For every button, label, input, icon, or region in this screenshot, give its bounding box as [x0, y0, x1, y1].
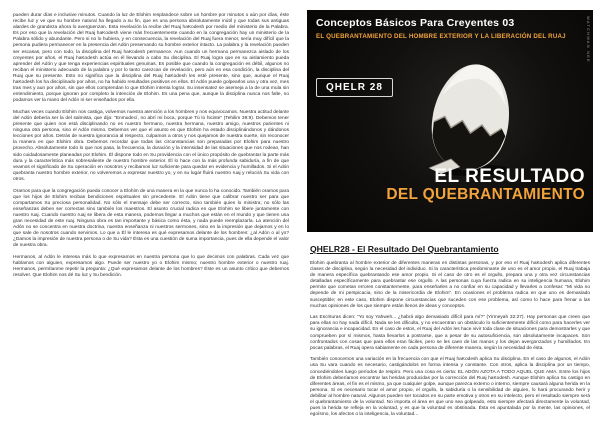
- banner-title-line1: EL RESULTADO: [434, 166, 585, 187]
- paragraph: Hermanos, al Adón le interesa más lo que expresamos en nuestra persona que lo que decimos con palabras. Cada vez que hablamos con alguien, expresamos algo. Puede ser nuestro yo o Elohim mismo; nuestro hombre exterior o nuestro ruaj. Hermanos, permítanme repetir la pregunta: ¿Qué expresamos delante de los hombres? Éste es un asunto crítico que debemos resolver. Que Elohim nos dé Su luz y Su bendición.: [13, 254, 289, 279]
- paragraph: Muchas veces cuando Elohim nos castiga, volvemos nuestra atención a los hombres y nos equivocamos. Nuestra actitud delante del Adón debería ser la del salmista, que dijo: “Enmudecí, no abrí mi boca, porque Tú lo hiciste” (Tehilim 39:9). Debemos tener presente que quien nos está disciplinando no es nuestro hermano, nuestra hermana, nuestro amigo, nuestros parientes ni ninguna otra persona, sino el Adón mismo. Debemos ver que el asunto es que Elohim ha estado disciplinándonos y dándonos lecciones por años. Detrás de nuestra ignorancia al respecto, culpamos a otros y nos quejamos de nuestra suerte, sin reconocer la manera en que Elohim obra. Debemos recordar que todas las circunstancias son preparadas por Elohim para nuestro provecho. Absolutamente todo lo que nos pasa, la frecuencia, la duración y la intensidad de las situaciones que nos rodean, han sido cuidadosamente planeadas por Elohim. Él dispone todo en Su providencia con el único propósito de quebrantar la parte más dura y la característica más sobresaliente de nuestro hombre exterior. Él lo hace con la más profunda sabiduría, a fin de que veamos el significado de Su operación en nosotros y recibamos luz suficiente para quedar en evidencia y humillados. Si el Adón quebranta nuestro hombre exterior, no volveremos a expresar nuestro yo, y en su lugar fluirá nuestro ruaj y relucirá Su vida con otros.: [13, 109, 289, 182]
- paragraph: pueden durar días e inclusive minutos. Cuando la luz de Elohim resplandece sobre un hombre por minutos o aún por días, éste recibe luz y ve que su hombre natural ha llegado a su fin, que es una persona absolutamente inútil y que todas sus antiguas alardes de grandeza ahora lo avergüenzan. Esta revelación la recibe del Ruaj haKodesh por medio del ministerio de la Palabra. Es por eso que la revelación del Ruaj haKodesh viene más frecuentemente cuando en la congregación hay un ministerio de la Palabra sólido y abundante. Pero si no lo hubiera, y en consecuencia, la revelación del Ruaj fuera menor, sería muy difícil que la persona pudiera permanecer en la presencia del Adón preservando su hombre exterior intacto. La palabra y la revelación pueden ser escasas, pero con todo, la disciplina del Ruaj haKodesh permanece. Aun cuando un hermano permanezca aislado de los creyentes por años, el Ruaj haKodesh actúa en él llevando a cabo Su disciplina. El Ruaj logra que en su aislamiento pueda aprender del Adón y que tenga experiencias espirituales genuinas. Es posible que cuando la congregación es débil, algunos no reciban el ministerio adecuado de la palabra y por lo tanto carezcan de revelación, pero aún en esa condición, la disciplina del Ruaj que su presente. Esto no significa que la disciplina del Ruaj haKodesh les esté presente, sino que, aunque el Ruaj haKodesh los ha disciplinado por años, no ha habido resultados positivos en ellos. El Adón puede golpearlos una y otra vez, mes tras mes y aun por años, sin que ellos comprendan lo que Elohim intenta lograr. Su insensatez se asemeja a la de una mula sin entendimiento, porque ignoran por completo la intención de Elohim. Es una pena que, aunque la disciplina nunca nos falte, no podamos ver la mano del Adón ni ser enseñados por ella.: [13, 13, 289, 104]
- paragraph: Las Escrituras dicen: “Yo soy Yahweh... ¿habrá algo demasiado difícil para mí?” (Yirmeyah 32:27). Hay personas que creen que para ellas no hay nada difícil. Nada se les dificulta, y no encuentran un obstáculo lo suficientemente difícil como para hacerles ver su ignorancia e incapacidad. En el caso de estos, el Ruaj del Adón les hace vivir toda clase de situaciones para demostrarles y que comprueben por sí mismos, hasta llevarlos a postrarse, que a pesar de su autosuficiencia, son absolutamente incapaces. Son confrontados con cosas que para ellos eran fáciles, pero se les caen de las manos y los dejan avergonzados y humillados. En pocas palabras, el Ruaj opera sabiamente en cada persona de diferente manera, según la necesidad de ésta.: [310, 315, 590, 351]
- side-vertical-label: WATCHMAN NEE: [586, 16, 591, 63]
- banner-title: [386, 167, 585, 203]
- cover-banner: [307, 10, 593, 232]
- lesson-code-badge: QHELR 28: [316, 78, 393, 97]
- banner-title-line2: DEL QUEBRANTAMIENTO: [386, 185, 585, 203]
- paragraph: También conocemos una variación en la frecuencia con que el Ruaj haKodesh aplica Su disciplina. En el caso de algunos, el Adón usa Su vara cuando es necesario, castigándolos en forma intensa y constante. Con otros, aplica la disciplina por un tiempo, concediéndoles luego períodos de respiro. Pero una cosa es cierta: EL ADÓN AZOTA A TODO AQUEL QUE AMA. Entre los hijos de Elohim deberíamos encontrar las heridas producidas por la corrección del Ruaj haKodesh. Aunque Elohim aplica Su castigo en diferentes áreas, el fin es el mismo, ya que cualquier golpe, aunque parezca externo o interno, siempre causará alguna herida en la persona. Si es necesario tocar el amor propio, el orgullo, la sabiduría o la sensibilidad de alguien, lo hará procurando herir y debilitar al hombre natural. Algunos pueden ser tocados en su parte emotiva y otros en su intelecto, pero el resultado siempre será el quebrantamiento de la voluntad. No importa el área en que uno sea golpeado, esto siempre afectará directamente la voluntad, pues la herida se refleja en la voluntad, y es que la voluntad es obstinada. Ésta es apuntalada por la mente, las opiniones, el egoísmo, los afectos o la inteligencia, la voluntad...: [310, 357, 590, 418]
- broken-egg-image: [419, 60, 523, 178]
- page-right: [300, 0, 600, 424]
- section-heading: QHELR28 - El Resultado Del Quebrantamiento: [310, 244, 499, 254]
- series-subtitle: EL QUEBRANTAMIENTO DEL HOMBRE EXTERIOR Y LA LIBERACIÓN DEL RUAJ: [316, 33, 566, 40]
- series-title: Conceptos Básicos Para Creyentes 03: [316, 17, 515, 29]
- paragraph: Elohim quebranta al hombre exterior de diferentes maneras en distintas personas, y por eso el Ruaj haKodesh aplica diferentes clases de disciplina, según la necesidad del individuo. Si la característica predominante de uno es el amor propio, el Ruaj trabaja de manera específica quebrantando ese amor propio. Si el caso de otro es el orgullo, prepara una y otra vez circunstancias detalladas específicamente para quebrantar ese orgullo. A las personas cuya fuerza radica en su inteligencia humana, Elohim permite que cometan errores constantemente, para enseñarles a no confiar en su capacidad y llevarles a confesar: “Mi vida no depende de mi perspicacia, sino de la misericordia de Elohim”. En ocasiones el problema radica en que uno es demasiado susceptible; en este caso, Elohim dispone circunstancias que suceden con ese problema, así como lo hace para frenar a las muchas opiniones de los que siempre están llenos de ideas y conceptos.: [310, 261, 590, 309]
- paragraph: Oramos para que la congregación pueda conocer a Elohim de una manera en la que nunca lo ha conocido. También oramos para que los hijos de Elohim reciban bendiciones espirituales sin precedente. El Adón tiene que calibrar nuestro ser para que compartamos Su preciosa personalidad. No sólo el mensaje debe ser correcto, sino también quien lo ministra; no sólo las enseñanzas deben ser correctas sino también los maestros. El asunto crucial radica en que Elohim se libere juntamente con nuestro ruaj. Cuando nuestro ruaj se libera de esta manera, podemos llegar a muchos que están en el mundo y que tienen una gran necesidad de este ruaj. Ninguna obra es tan importante y básica como ésta, y nada puede reemplazarla. La atención del Adón no se concentra en nuestra doctrina, nuestra enseñanza ni nuestros sermones, sino en la impresión que dejamos y en lo que sale de nosotros cuando servimos. Lo que a Él le interesa es qué expresamos delante de los hombres: ¿al Adón o al yo? ¿Damos la impresión de nuestra persona o de Su vida? Ésta es una cuestión de suma importancia, pues de ella depende el valor de nuestra obra.: [13, 188, 289, 249]
